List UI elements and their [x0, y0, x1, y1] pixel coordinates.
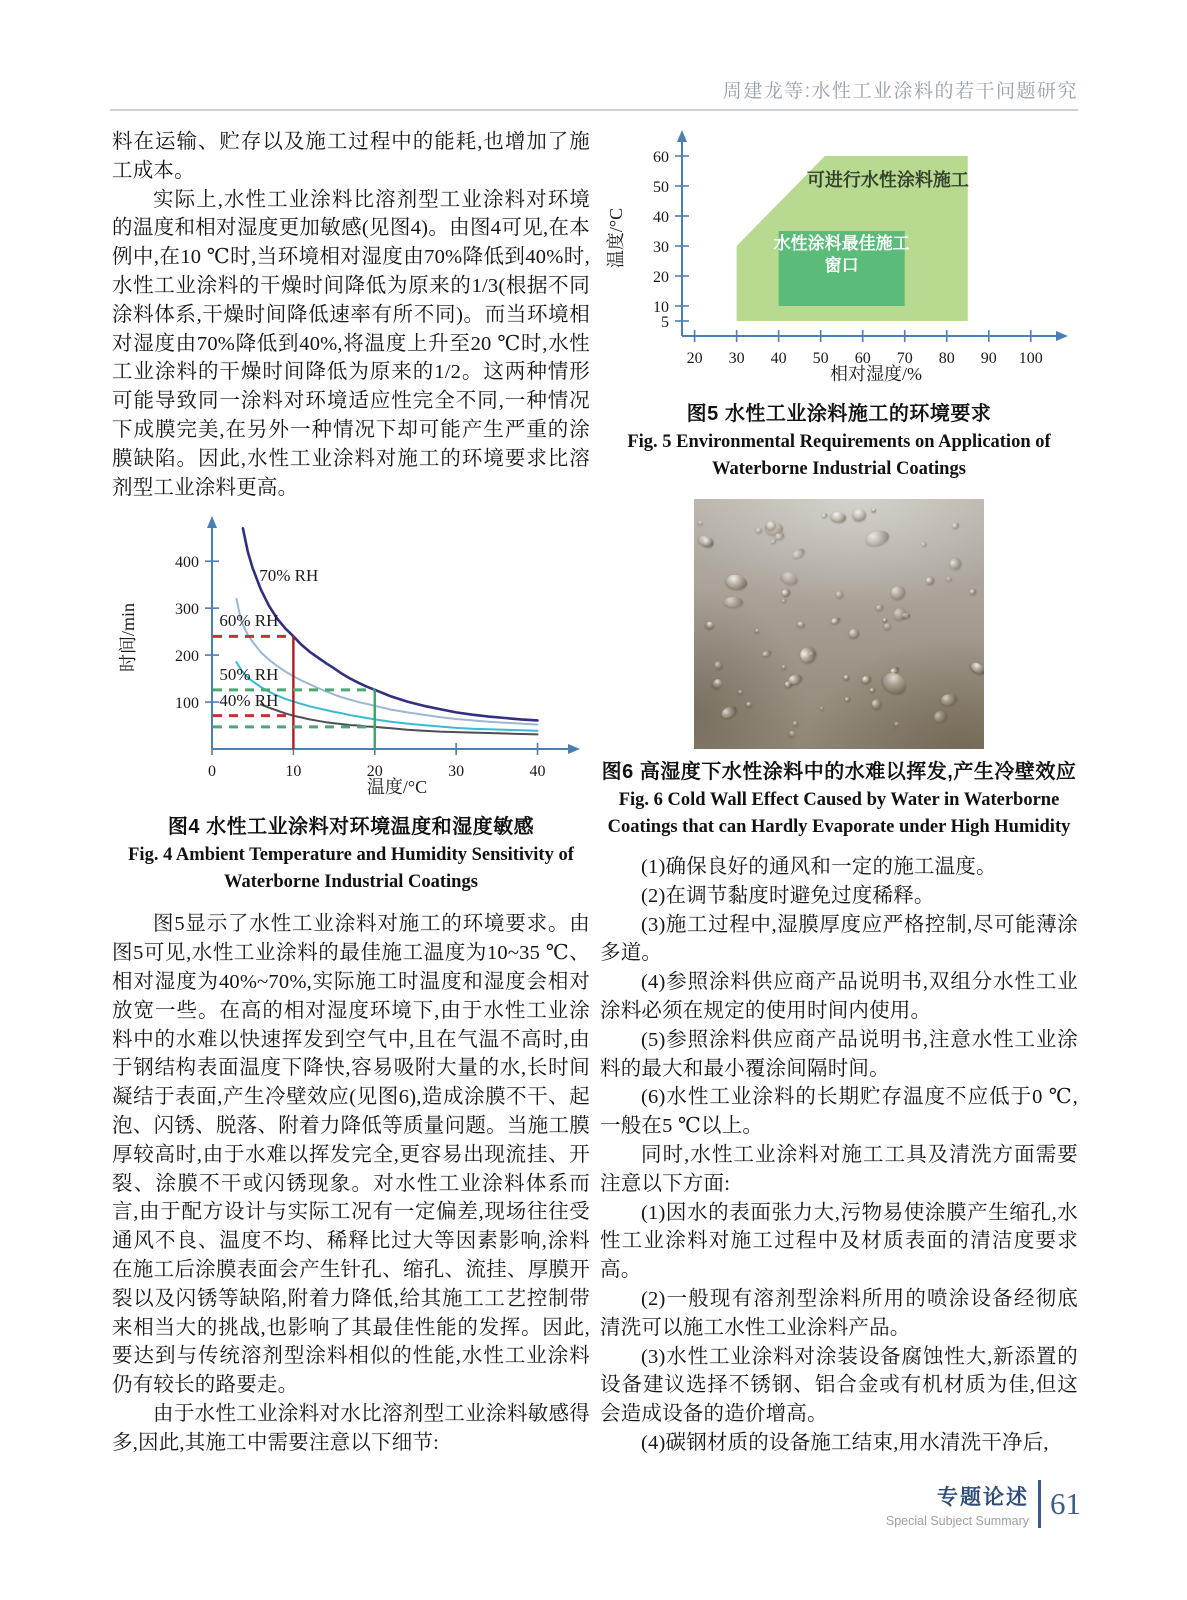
left-column	[112, 128, 590, 1458]
paragraph: (2)一般现有溶剂型涂料所用的喷涂设备经彻底清洗可以施工水性工业涂料产品。	[600, 1287, 1078, 1339]
water-droplet	[746, 702, 753, 708]
water-droplet	[754, 628, 759, 633]
water-droplet	[852, 508, 867, 522]
svg-text:20: 20	[653, 269, 669, 286]
svg-text:可进行水性涂料施工: 可进行水性涂料施工	[806, 170, 969, 190]
water-droplet	[711, 677, 724, 690]
paragraph: (2)在调节黏度时避免过度稀释。	[641, 884, 935, 907]
figure6-condensation-photo	[694, 499, 984, 749]
svg-text:20: 20	[686, 350, 703, 367]
water-droplet	[697, 534, 715, 549]
water-droplet	[697, 520, 703, 525]
page-number: 61	[1050, 1486, 1081, 1521]
svg-text:30: 30	[653, 239, 669, 256]
paragraph: (6)水性工业涂料的长期贮存温度不应低于0 ℃,一般在5 ℃以上。	[600, 1086, 1078, 1138]
paragraph: 图5显示了水性工业涂料对施工的环境要求。由图5可见,水性工业涂料的最佳施工温度为10~35 ℃、相对湿度为40%~70%,实际施工时温度和湿度会相对放宽一些。在高的相对湿度环境下,由于水性工业涂料中的水难以快速挥发到空气中,且在气温不高时,由于钢结构表面温度下降快,容易吸附大量的水,长时间凝结于表面,产生冷壁效应(见图6),造成涂膜不干、起泡、闪锈、脱落、附着力降低等质量问题。当施工膜厚较高时,由于水难以挥发完全,更容易出现流挂、开裂、涂膜不干或闪锈现象。对水性工业涂料体系而言,由于配方设计与实际工况有一定偏差,现场往往受通风不良、温度不均、稀释比过大等因素影响,涂料在施工后涂膜表面会产生针孔、缩孔、流挂、厚膜开裂以及闪锈等缺陷,附着力降低,给其施工工艺控制带来相当大的挑战,也影响了其最佳性能的发挥。因此,要达到与传统溶剂型涂料相似的性能,水性工业涂料仍有较长的路要走。	[112, 913, 590, 1397]
paragraph: 同时,水性工业涂料对施工工具及清洗方面需要注意以下方面:	[600, 1143, 1078, 1195]
svg-text:70: 70	[896, 350, 913, 367]
text-block-top	[112, 128, 590, 502]
svg-text:50: 50	[812, 350, 829, 367]
water-droplet	[882, 617, 887, 622]
water-droplet	[875, 604, 883, 610]
paragraph: 由于水性工业涂料对水比溶剂型工业涂料敏感得多,因此,其施工中需要注意以下细节:	[112, 1402, 590, 1454]
water-droplet	[797, 644, 819, 666]
svg-text:30: 30	[728, 350, 745, 367]
water-droplet	[872, 507, 877, 511]
water-droplet	[925, 576, 934, 585]
water-droplet	[738, 690, 744, 695]
water-droplet	[948, 556, 963, 571]
svg-text:30: 30	[448, 763, 465, 781]
svg-text:时间/min: 时间/min	[118, 603, 138, 673]
water-droplet	[849, 628, 860, 637]
svg-text:温度/°C: 温度/°C	[606, 207, 626, 269]
svg-text:40: 40	[529, 763, 546, 781]
svg-text:50% RH: 50% RH	[219, 665, 279, 685]
paragraph: 料在运输、贮存以及施工过程中的能耗,也增加了施工成本。	[112, 131, 590, 182]
water-droplet	[951, 522, 959, 529]
svg-text:60: 60	[653, 149, 669, 166]
figure4-caption-en: Fig. 4 Ambient Temperature and Humidity Sensitivity of Waterborne Industrial Coatings	[128, 845, 574, 893]
figure5-caption-zh: 图5 水性工业涂料施工的环境要求	[686, 403, 992, 425]
water-droplet	[879, 668, 911, 699]
footer-section	[886, 1481, 1029, 1528]
svg-text:60: 60	[854, 350, 871, 367]
svg-text:80: 80	[938, 350, 955, 367]
water-droplet	[869, 687, 875, 692]
svg-text:40: 40	[770, 350, 787, 367]
water-droplet	[884, 623, 891, 630]
water-droplet	[705, 620, 715, 630]
water-droplet	[861, 675, 871, 684]
footer-divider	[1038, 1480, 1041, 1528]
water-droplet	[775, 532, 785, 539]
right-column	[600, 128, 1078, 1458]
figure4-line-chart	[112, 514, 582, 799]
water-droplet	[835, 590, 844, 598]
water-droplet	[797, 621, 806, 628]
text-block-right	[600, 853, 1078, 1458]
paragraph: (1)确保良好的通风和一定的施工温度。	[641, 856, 997, 878]
water-droplet	[946, 577, 952, 581]
svg-text:40% RH: 40% RH	[219, 691, 279, 711]
figure5	[600, 128, 1078, 483]
footer-section-en: Special Subject Summary	[885, 1513, 1029, 1528]
svg-text:温度/°C: 温度/°C	[366, 777, 428, 798]
svg-text:40: 40	[653, 209, 669, 226]
water-droplet	[940, 693, 958, 706]
figure6-caption-zh: 图6 高湿度下水性涂料中的水难以挥发,产生冷壁效应	[601, 761, 1077, 783]
text-block-bottom	[112, 910, 590, 1457]
water-droplet	[890, 585, 906, 601]
water-droplet	[756, 528, 762, 534]
water-droplet	[720, 704, 739, 720]
water-droplet	[820, 706, 825, 710]
running-header	[723, 76, 1078, 103]
water-droplet	[864, 529, 889, 548]
paragraph: (3)施工过程中,湿膜厚度应严格控制,尽可能薄涂多道。	[600, 913, 1078, 965]
water-droplet	[761, 649, 772, 657]
figure6-caption	[600, 755, 1078, 841]
svg-text:400: 400	[175, 554, 199, 572]
water-droplet	[893, 607, 908, 621]
figure4	[112, 514, 590, 896]
paragraph: (4)碳钢材质的设备施工结束,用水清洗干净后,	[641, 1431, 1049, 1454]
water-droplet	[782, 598, 787, 602]
paragraph: (3)水性工业涂料对涂装设备腐蚀性大,新添置的设备建议选择不锈钢、铝合金或有机材质为佳,但这会造成设备的造价增高。	[600, 1345, 1078, 1426]
svg-text:10: 10	[285, 763, 302, 781]
water-droplet	[781, 587, 791, 597]
svg-text:相对湿度/%: 相对湿度/%	[830, 364, 922, 384]
water-droplet	[787, 673, 802, 685]
figure6-caption-en: Fig. 6 Cold Wall Effect Caused by Water in Waterborne Coatings that can Hardly Evaporate under High Humidity	[607, 790, 1071, 837]
paragraph: (4)参照涂料供应商产品说明书,双组分水性工业涂料必须在规定的使用时间内使用。	[600, 971, 1078, 1022]
svg-text:70% RH: 70% RH	[259, 566, 319, 586]
svg-text:60% RH: 60% RH	[219, 611, 279, 631]
water-droplet	[830, 616, 841, 624]
water-droplet	[969, 588, 976, 595]
water-droplet	[771, 539, 776, 542]
water-droplet	[724, 572, 748, 590]
water-droplet	[830, 510, 846, 523]
figure5-region-chart	[600, 128, 1070, 386]
paragraph: 实际上,水性工业涂料比溶剂型工业涂料对环境的温度和相对湿度更加敏感(见图4)。由图4可见,在本例中,在10 ℃时,当环境相对湿度由70%降低到40%时,水性工业涂料的干燥时间降低为原来的1/3(根据不同涂料体系,干燥时间降低速率有所不同)。而当环境相对湿度由70%降低到40%,将温度上升至20 ℃时,水性工业涂料的干燥时间降低为原来的1/2。这两种情形可能导致同一涂料对环境适应性完全不同,一种情况下成膜完美,在另外一种情况下却可能产生严重的涂膜缺陷。因此,水性工业涂料对施工的环境要求比溶剂型工业涂料更高。	[112, 188, 590, 499]
svg-text:50: 50	[653, 179, 669, 196]
footer-section-zh: 专题论述	[937, 1485, 1029, 1509]
page-footer	[886, 1480, 1081, 1528]
svg-text:水性涂料最佳施工窗口: 水性涂料最佳施工窗口	[773, 234, 910, 275]
svg-text:5: 5	[661, 314, 669, 331]
figure5-caption-en: Fig. 5 Environmental Requirements on Application of Waterborne Industrial Coatings	[627, 432, 1051, 479]
svg-text:200: 200	[175, 648, 199, 666]
paragraph: (5)参照涂料供应商产品说明书,注意水性工业涂料的最大和最小覆涂间隔时间。	[600, 1028, 1078, 1080]
water-droplet	[893, 721, 900, 728]
svg-text:100: 100	[175, 695, 199, 713]
water-droplet	[871, 698, 883, 710]
figure5-caption	[600, 397, 1078, 483]
water-droplet	[822, 513, 827, 517]
water-droplet	[921, 541, 927, 547]
svg-text:100: 100	[1018, 350, 1043, 367]
water-droplet	[782, 665, 787, 669]
water-droplet	[793, 720, 799, 725]
water-droplet	[723, 597, 743, 608]
water-droplet	[780, 569, 800, 587]
figure6	[600, 499, 1078, 841]
water-droplet	[932, 709, 948, 724]
figure4-caption	[112, 810, 590, 896]
svg-text:300: 300	[175, 601, 199, 619]
running-title: 周建龙等:水性工业涂料的若干问题研究	[722, 81, 1078, 102]
water-droplet	[715, 660, 724, 669]
water-droplet	[788, 730, 796, 738]
svg-text:20: 20	[366, 763, 383, 781]
water-droplet	[845, 696, 851, 702]
water-droplet	[791, 547, 805, 559]
water-droplet	[844, 675, 849, 680]
paragraph: (1)因水的表面张力大,污物易使涂膜产生缩孔,水性工业涂料对施工过程中及材质表面的清洁度要求高。	[600, 1201, 1078, 1282]
water-droplet	[969, 660, 984, 677]
svg-text:10: 10	[653, 299, 669, 316]
figure4-caption-zh: 图4 水性工业涂料对环境温度和湿度敏感	[167, 816, 535, 839]
header-rule	[110, 109, 1078, 111]
svg-text:90: 90	[980, 350, 997, 367]
svg-text:0: 0	[208, 763, 216, 781]
